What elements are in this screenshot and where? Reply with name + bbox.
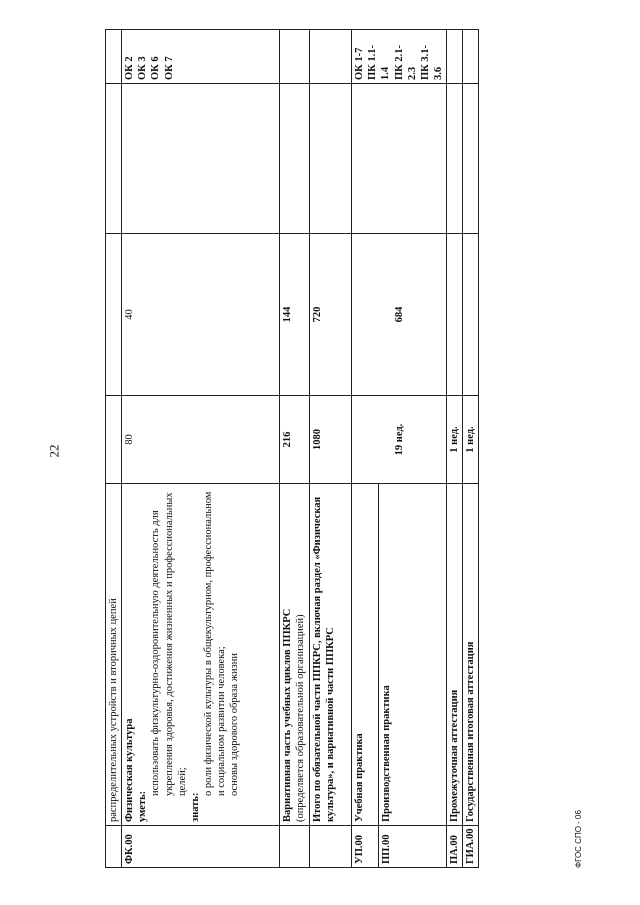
max-load-cell: 1 нед. (463, 396, 479, 484)
competence-cell (122, 30, 280, 84)
competence-code: ОК 3 (137, 56, 149, 80)
max-load-cell: 19 нед. (352, 396, 447, 484)
competence-cell (352, 30, 447, 84)
competence-cell (310, 30, 352, 84)
page-number: 22 (46, 444, 62, 458)
row-index: ФК.00 (122, 826, 280, 868)
knowledge-text: основы здорового образа жизни (229, 653, 241, 796)
max-load-cell: 1080 (310, 396, 352, 484)
mandatory-load-cell: 40 (122, 234, 280, 396)
mdk-cell (352, 84, 447, 234)
footer-code: ФГОС СПО - 06 (574, 810, 583, 868)
row-index (310, 826, 352, 868)
competence-code: ПК 2.1-2.3 (393, 44, 418, 80)
row-content (122, 484, 280, 826)
row-index: ПА.00 (447, 826, 463, 868)
table-row (352, 30, 379, 868)
max-load-cell: 80 (122, 396, 280, 484)
competence-cell (447, 30, 463, 84)
mdk-cell (463, 84, 479, 234)
row-index (106, 826, 122, 868)
mdk-cell (122, 84, 280, 234)
competence-code: ОК 6 (150, 56, 162, 80)
mandatory-load-cell: 720 (310, 234, 352, 396)
competence-code: ОК 2 (124, 56, 136, 80)
competence-cell (106, 30, 122, 84)
row-title: Физическая культура (124, 718, 136, 822)
mdk-cell (447, 84, 463, 234)
row-title: Промежуточная аттестация (447, 484, 463, 826)
knowledge-label: знать: (189, 792, 201, 822)
row-title: Государственная итоговая аттестация (463, 484, 479, 826)
max-load-cell: 1 нед. (447, 396, 463, 484)
skills-text: использовать физкультурно-оздоровительную деятельность для укрепления здоровья, достижения жизненных и профессиональных целей; (150, 492, 188, 796)
knowledge-text: о роли физической культуры в общекультурном, профессиональном и социальном развитии человека; (202, 491, 227, 796)
row-content: распределительных устройств и вторичных цепей (106, 484, 122, 826)
row-title: Производственная практика (379, 484, 447, 826)
mandatory-load-cell (463, 234, 479, 396)
row-title: Вариативная часть учебных циклов ППКРС (282, 608, 294, 822)
row-index: УП.00 (352, 826, 379, 868)
max-load-cell: 216 (280, 396, 310, 484)
competence-code: ОК 1-7 (354, 47, 366, 80)
skills-label: уметь: (137, 790, 149, 822)
curriculum-table-wrapper (105, 30, 477, 868)
competence-code: ОК 7 (163, 56, 175, 80)
table-row (463, 30, 479, 868)
curriculum-table (105, 29, 479, 868)
row-content (280, 484, 310, 826)
mdk-cell (106, 84, 122, 234)
competence-cell (280, 30, 310, 84)
mandatory-load-cell: 144 (280, 234, 310, 396)
competence-cell (463, 30, 479, 84)
row-index: ГИА.00 (463, 826, 479, 868)
max-load-cell (106, 396, 122, 484)
table-row (122, 30, 280, 868)
mdk-cell (310, 84, 352, 234)
row-index: ПП.00 (379, 826, 447, 868)
mandatory-load-cell: 684 (352, 234, 447, 396)
row-subtitle: (определяется образовательной организацией) (295, 614, 307, 822)
table-row (447, 30, 463, 868)
row-index (280, 826, 310, 868)
mandatory-load-cell (106, 234, 122, 396)
table-row (280, 30, 310, 868)
table-row (310, 30, 352, 868)
row-title: Итого по обязательной части ППКРС, включая раздел «Физическая культура», и вариативной части ППКРС (310, 484, 352, 826)
competence-code: ПК 3.1-3.6 (419, 44, 444, 80)
competence-code: ПК 1.1-1.4 (367, 44, 392, 80)
mandatory-load-cell (447, 234, 463, 396)
mdk-cell (280, 84, 310, 234)
table-row (106, 30, 122, 868)
row-title: Учебная практика (352, 484, 379, 826)
